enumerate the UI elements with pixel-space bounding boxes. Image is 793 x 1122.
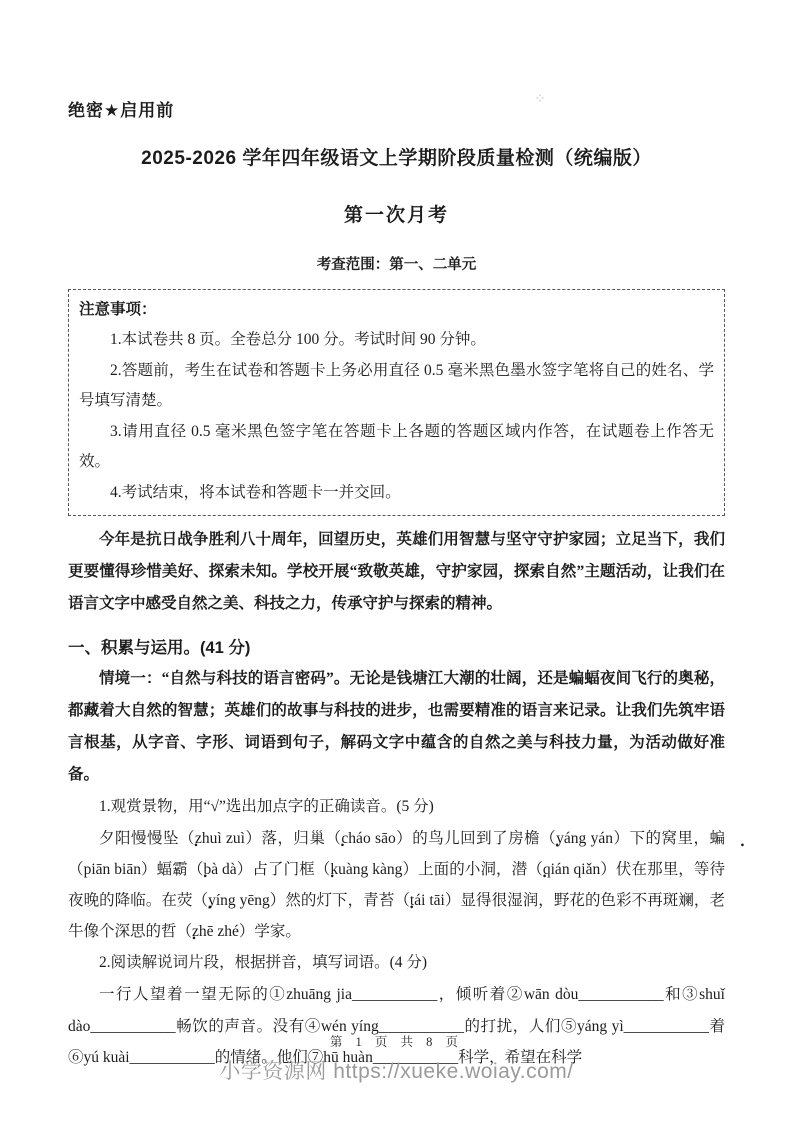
intro-paragraph: 今年是抗日战争胜利八十周年，回望历史，英雄们用智慧与坚守守护家园；立足当下，我们更要懂得珍惜美好、探索未知。学校开展“致敬英雄，守护家园，探索自然”主题活动，让我们在语言文字中感受自然之美、科技之力，传承守护与探索的精神。 <box>68 531 725 612</box>
exam-name: 第一次月考 <box>343 205 449 226</box>
dotted-character: 坠 <box>162 830 179 847</box>
page-title: 2025-2026 学年四年级语文上学期阶段质量检测（统编版） <box>141 148 652 169</box>
notice-item-4: 4.考试结束，将本试卷和答题卡一并交回。 <box>110 483 401 501</box>
section-1-heading: 一、积累与运用。(41 分) <box>68 639 251 657</box>
scenario-1-paragraph: 情境一：“自然与科技的语言密码”。无论是钱塘江大潮的壮阔，还是蝙蝠夜间飞行的奥秘，都藏着大自然的智慧；英雄们的故事与科技的进步，也需要精准的语言来记录。让我们先筑牢语言根基，从字音、字形、词语到句子，解码文字中蕴含的自然之美与科技力量，为活动做好准备。 <box>68 670 725 783</box>
question-2-text: 一行人望着一望无际的①zhuāng jia___________，倾听着②wān dòu___________和③shuǐ dào___________畅饮的声音。没有④wén yíng___________的打扰，人们⑤yáng yì___________着⑥yú kuài___________的情绪。他们⑦hū huàn___________科学，希望在科学 <box>68 986 725 1066</box>
dotted-character: 霸 <box>172 861 188 878</box>
question-2-title: 2.阅读解说词片段，根据拼音，填写词语。(4 分) <box>99 954 428 971</box>
source-site-watermark: 小学资源网 https://xueke.woiay.com/ <box>219 1060 574 1083</box>
secrecy-label: 绝密★启用前 <box>68 101 175 120</box>
question-1-text: 夕阳慢慢坠（zhuì zuì）落，归巢（cháo sāo）的鸟儿回到了房檐（yáng yán）下的窝里，蝙（piān biān）蝠霸（bà dà）占了门框（kuàng kàng）上面的小洞，潜（qián qiǎn）伏在那里，等待夜晚的降临。在荧（yíng yēng）然的灯下，青苔（tái tāi）显得很湿润，野花的色彩不再斑斓，老牛像个深思的哲（zhē zhé）学家。 <box>68 830 726 940</box>
notice-item-1: 1.本试卷共 8 页。全卷总分 100 分。考试时间 90 分钟。 <box>110 331 486 348</box>
notice-item-2: 2.答题前，考生在试卷和答题卡上务必用直径 0.5 毫米黑色墨水签字笔将自己的姓名、学号填写清楚。 <box>79 361 714 409</box>
dotted-character: 巢 <box>309 830 326 847</box>
dotted-character: 檐 <box>524 830 541 847</box>
dotted-character: 潜 <box>511 861 528 878</box>
dotted-character: 哲 <box>161 923 177 940</box>
dotted-character: 苔 <box>378 892 395 909</box>
notice-box <box>68 289 725 516</box>
dotted-character: 蝙 <box>709 830 725 847</box>
notice-item-3: 3.请用直径 0.5 毫米黑色签字笔在答题卡上各题的答题区域内作答，在试题卷上作答无效。 <box>79 422 714 470</box>
dotted-character: 框 <box>299 861 315 878</box>
scan-artifact <box>536 94 544 102</box>
question-1-title: 1.观赏景物，用“√”选出加点字的正确读音。(5 分) <box>99 798 434 815</box>
notice-heading: 注意事项： <box>79 301 157 318</box>
exam-scope: 考查范围：第一、二单元 <box>316 257 477 273</box>
page-number: 第 1 页 共 8 页 <box>329 1035 464 1049</box>
dotted-character: 荧 <box>176 892 193 909</box>
